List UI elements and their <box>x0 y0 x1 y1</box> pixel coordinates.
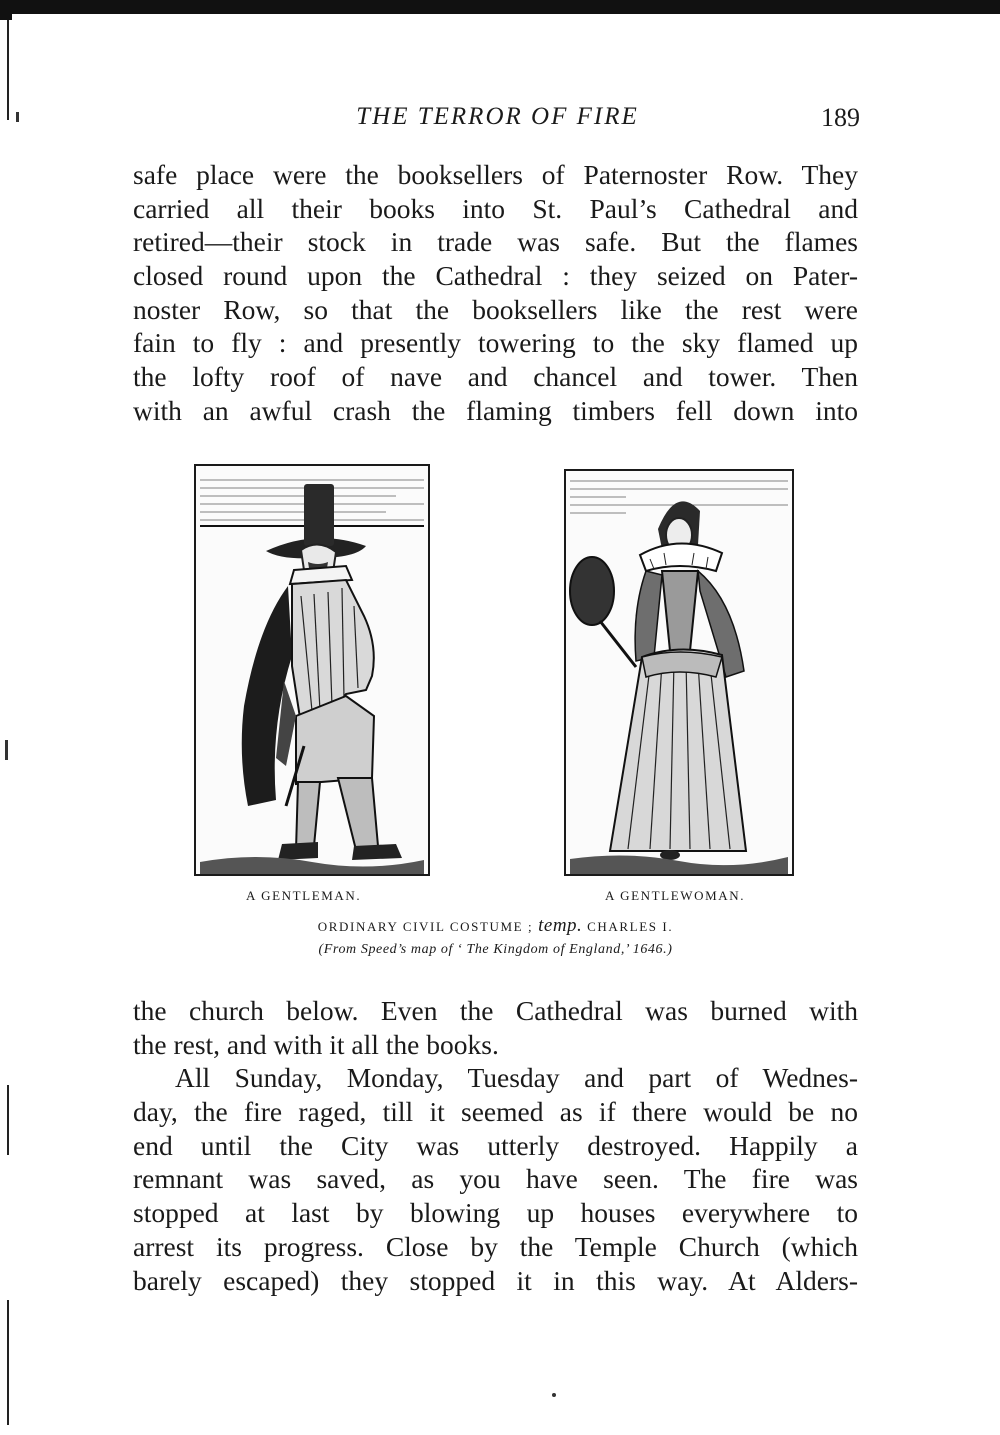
caption-main-suffix: CHARLES I. <box>587 919 674 934</box>
gentlewoman-engraving <box>566 471 792 874</box>
gentleman-illustration <box>194 464 430 876</box>
caption-main <box>133 915 858 937</box>
page-edge-mark <box>7 1085 9 1155</box>
print-speck <box>552 1393 556 1397</box>
text-line: the church below. Even the Cathedral was burned with <box>133 995 858 1026</box>
caption-main-italic: temp. <box>538 915 583 936</box>
running-head <box>135 103 860 139</box>
body-text-top <box>133 158 858 428</box>
text-line: with an awful crash the flaming timbers fell down into <box>133 394 858 426</box>
text-line: remnant was saved, as you have seen. The fire was <box>133 1163 858 1195</box>
caption-main-prefix: ORDINARY CIVIL COSTUME ; <box>317 919 534 934</box>
text-line: retired—their stock in trade was safe. But the flames <box>133 226 858 258</box>
page-number: 189 <box>821 103 860 132</box>
text-line: the lofty roof of nave and chancel and tower. Then <box>133 361 858 393</box>
text-line: carried all their books into St. Paul’s Cathedral and <box>133 192 858 224</box>
text-line: arrest its progress. Close by the Temple Church (which <box>133 1230 858 1262</box>
page-edge-mark <box>16 112 19 122</box>
running-title: THE TERROR OF FIRE <box>356 103 639 130</box>
text-line: noster Row, so that the booksellers like the rest were <box>133 293 858 325</box>
text-line: All Sunday, Monday, Tuesday and part of Wednes- <box>175 1062 858 1094</box>
text-line: the rest, and with it all the books. <box>133 1028 499 1060</box>
gentleman-engraving <box>196 466 428 874</box>
text-line: safe place were the booksellers of Paternoster Row. They <box>133 159 858 190</box>
page-top-border <box>0 0 1000 14</box>
caption-source: (From Speed’s map of ‘ The Kingdom of England,’ 1646.) <box>318 942 673 957</box>
text-line: day, the fire raged, till it seemed as if there would be no <box>133 1096 858 1128</box>
caption-right-label: A GENTLEWOMAN. <box>605 888 746 903</box>
text-line: closed round upon the Cathedral : they seized on Pater- <box>133 260 858 292</box>
text-line: stopped at last by blowing up houses everywhere to <box>133 1197 858 1229</box>
page-edge-mark <box>7 1300 9 1425</box>
body-text-bottom <box>133 994 858 1297</box>
text-line: barely escaped) they stopped it in this way. At Alders- <box>133 1264 858 1296</box>
page-edge-mark <box>5 740 8 760</box>
text-line: fain to fly : and presently towering to the sky flamed up <box>133 327 858 359</box>
gentlewoman-illustration <box>564 469 794 876</box>
caption-left-label: A GENTLEMAN. <box>246 888 362 903</box>
text-line: end until the City was utterly destroyed. Happily a <box>133 1129 858 1161</box>
page-edge-mark <box>7 20 9 120</box>
page-top-corner <box>0 14 12 20</box>
